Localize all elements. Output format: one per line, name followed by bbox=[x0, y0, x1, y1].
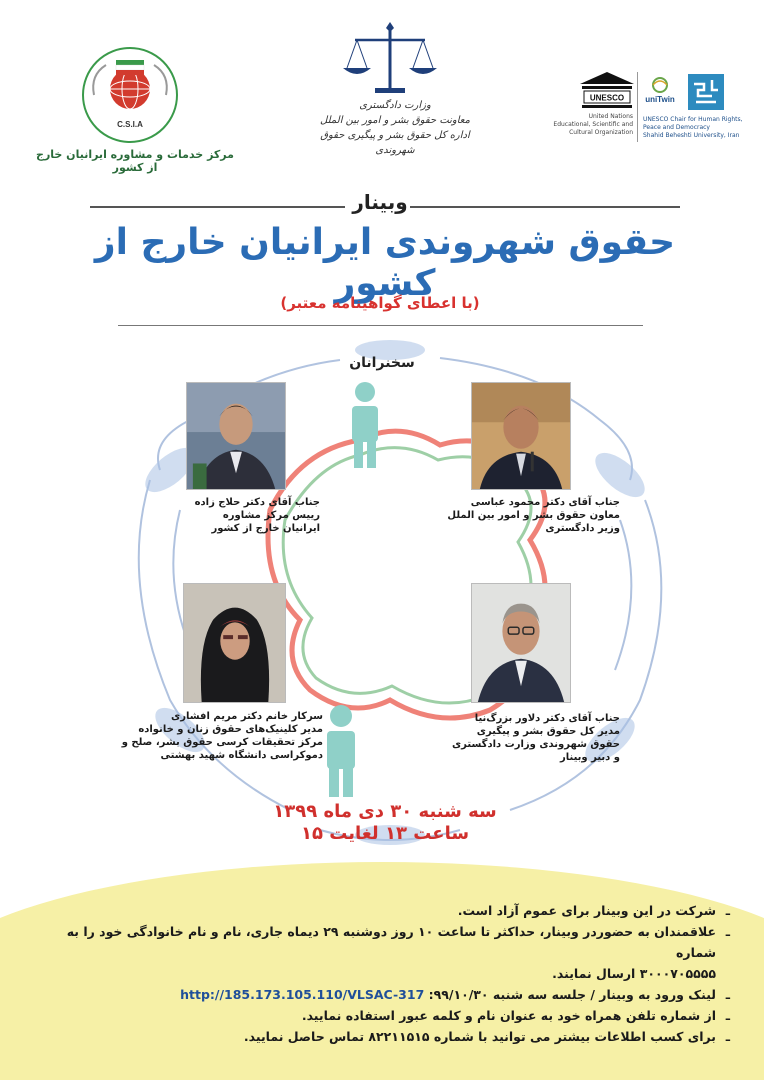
unesco-logo-text: UNESCO bbox=[589, 93, 625, 103]
speaker-photo-bozorgnia bbox=[471, 583, 571, 703]
bullet-dash: ـ bbox=[725, 924, 730, 939]
speaker-line: دموکراسی دانشگاه شهید بهشتی bbox=[160, 750, 323, 761]
unesco-caption bbox=[553, 113, 633, 137]
info-item-contact bbox=[40, 1026, 730, 1047]
event-schedule bbox=[250, 801, 520, 845]
unesco-caption-line: Cultural Organization bbox=[569, 129, 633, 136]
title-rule-right bbox=[410, 206, 680, 208]
unitwin-logo-text: uniTwin bbox=[645, 95, 675, 104]
iran-map-hands-illustration bbox=[60, 330, 720, 850]
bullet-dash: ـ bbox=[725, 1008, 730, 1023]
csia-logo bbox=[80, 45, 180, 145]
speaker-line: و دبیر وبینار bbox=[559, 752, 620, 763]
speakers-heading: سخنرانان bbox=[349, 355, 415, 371]
speaker-photo-afshari bbox=[183, 583, 286, 703]
info-text: ۳۰۰۰۷۰۵۵۵۵ ارسال نمایند. bbox=[552, 966, 716, 981]
event-time: ساعت ۱۳ لغایت ۱۵ bbox=[300, 823, 470, 844]
event-date: سه شنبه ۳۰ دی ماه ۱۳۹۹ bbox=[273, 801, 497, 822]
title-rule-bottom bbox=[118, 325, 643, 326]
info-text: لینک ورود به وبینار / جلسه سه شنبه ۹۹/۱۰/۳۰: bbox=[428, 987, 716, 1002]
bullet-dash: ـ bbox=[725, 987, 730, 1002]
bullet-dash: ـ bbox=[725, 1029, 730, 1044]
chair-caption-line: Shahid Beheshti University, Iran bbox=[643, 132, 740, 139]
webinar-link[interactable]: http://185.173.105.110/VLSAC-317 bbox=[180, 987, 425, 1002]
certificate-subtitle: (با اعطای گواهینامه معتبر) bbox=[280, 294, 480, 312]
speaker-line: معاون حقوق بشر و امور بین الملل bbox=[447, 510, 620, 521]
speaker-line: مدیر کل حقوق بشر و پیگیری bbox=[476, 726, 620, 737]
speaker-line: مرکز تحقیقات کرسی حقوق بشر، صلح و bbox=[121, 737, 323, 748]
logo-divider bbox=[637, 72, 638, 142]
chair-caption-line: UNESCO Chair for Human Rights, bbox=[643, 116, 743, 123]
justice-line: وزارت دادگستری bbox=[359, 100, 431, 111]
speaker-line: سرکار خانم دکتر مریم افشاری bbox=[171, 711, 323, 722]
ministry-of-justice-caption bbox=[300, 98, 490, 158]
info-text: شرکت در این وبینار برای عموم آزاد است. bbox=[457, 903, 716, 918]
speaker-line: مدیر کلینیک‌های حقوق زنان و خانواده bbox=[138, 724, 323, 735]
csia-logo-text: C.S.I.A bbox=[117, 120, 143, 129]
info-item-credentials bbox=[40, 1005, 730, 1026]
info-item-registration bbox=[40, 921, 730, 963]
speaker-caption-afshari bbox=[108, 710, 323, 762]
justice-line: اداره کل حقوق بشر و پیگیری حقوق شهروندی bbox=[320, 130, 470, 156]
unesco-caption-line: United Nations bbox=[588, 113, 633, 120]
speaker-photo-abbasi bbox=[471, 382, 571, 490]
justice-scales-logo bbox=[335, 18, 445, 98]
speaker-line: وزیر دادگستری bbox=[545, 523, 620, 534]
justice-line: معاونت حقوق بشر و امور بین الملل bbox=[320, 115, 470, 126]
speaker-line: جناب آقای دکتر محمود عباسی bbox=[470, 497, 620, 508]
info-text: از شماره تلفن همراه خود به عنوان نام و کلمه عبور استفاده نمایید. bbox=[301, 1008, 716, 1023]
csia-caption: مرکز خدمات و مشاوره ایرانیان خارج از کشور bbox=[36, 148, 234, 174]
info-item-registration-cont bbox=[40, 963, 730, 984]
speaker-line: رییس مرکز مشاوره bbox=[222, 510, 320, 521]
info-text: برای کسب اطلاعات بیشتر می توانید با شماره ۸۲۲۱۱۵۱۵ تماس حاصل نمایید. bbox=[243, 1029, 716, 1044]
info-item-webinar-link bbox=[40, 984, 730, 1005]
speaker-caption-abbasi bbox=[430, 496, 620, 535]
speaker-line: حقوق شهروندی وزارت دادگستری bbox=[452, 739, 620, 750]
webinar-label: وبینار bbox=[352, 190, 408, 214]
bullet-dash: ـ bbox=[725, 903, 730, 918]
speaker-photo-hallajzadeh bbox=[186, 382, 286, 490]
title-rule-left bbox=[90, 206, 345, 208]
unesco-caption-line: Educational, Scientific and bbox=[553, 121, 633, 128]
speaker-caption-bozorgnia bbox=[420, 712, 620, 764]
shahid-beheshti-university-logo bbox=[686, 72, 726, 112]
speaker-line: جناب آقای دکتر حلاج زاده bbox=[194, 497, 320, 508]
chair-caption-line: Peace and Democracy bbox=[643, 124, 710, 131]
unitwin-logo bbox=[640, 75, 680, 105]
person-figure-icon bbox=[327, 705, 355, 797]
speaker-line: جناب آقای دکتر دلاور بزرگ‌نیا bbox=[474, 713, 620, 724]
page-title: حقوق شهروندی ایرانیان خارج از کشور bbox=[94, 222, 676, 304]
unesco-chair-caption bbox=[643, 116, 758, 140]
info-text: علاقمندان به حضوردر وبینار، حداکثر تا ساعت ۱۰ روز دوشنبه ۲۹ دیماه جاری، نام و نام خانوادگی خود را به شماره bbox=[66, 924, 716, 960]
speaker-caption-hallajzadeh bbox=[140, 496, 320, 535]
speaker-line: ایرانیان خارج از کشور bbox=[211, 523, 320, 534]
person-figure-icon bbox=[352, 382, 378, 468]
info-list bbox=[40, 900, 730, 1047]
info-item-free-entry bbox=[40, 900, 730, 921]
